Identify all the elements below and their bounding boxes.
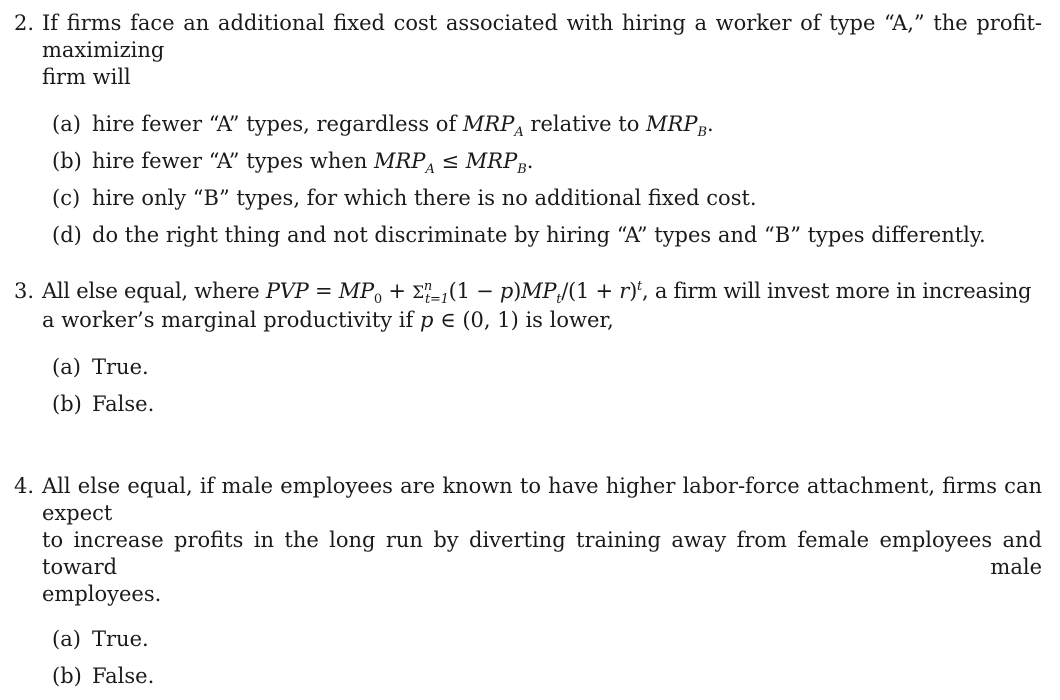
option-text: hire fewer “A” types, regardless of $MRP_A$ relative to $MRP_B$. [92, 112, 714, 141]
option-label: (a) [52, 627, 81, 651]
question-3 [0, 278, 1060, 428]
option-label: (c) [52, 186, 81, 210]
option-label: (d) [52, 223, 82, 247]
question-stem [0, 278, 1060, 334]
option-a[interactable] [0, 354, 1060, 391]
option-text: hire only “B” types, for which there is no additional fixed cost. [92, 186, 757, 210]
question-number: 4. [14, 474, 35, 498]
stem-line: a worker’s marginal productivity if p ∈ (0, 1) is lower, [42, 308, 614, 332]
option-label: (b) [52, 664, 82, 688]
option-a[interactable] [0, 626, 1060, 663]
question-stem [0, 10, 1060, 91]
option-c[interactable] [0, 185, 1060, 222]
option-list [0, 354, 1060, 428]
stem-line: If firms face an additional fixed cost associated with hiring a worker of type “A,” the profit-maximizing [42, 11, 1042, 62]
option-label: (a) [52, 112, 81, 136]
option-list [0, 111, 1060, 259]
option-list [0, 626, 1060, 700]
option-text: do the right thing and not discriminate by hiring “A” types and “B” types differently. [92, 223, 986, 247]
question-2 [0, 10, 1060, 259]
option-text: False. [92, 392, 155, 416]
stem-line: All else equal, where PVP = $MP_0 + \Sigma^n_{t=1}(1 - p)MP_t/(1 + r)^t$, a firm will invest more in increasing [42, 279, 1032, 308]
option-label: (b) [52, 149, 82, 173]
question-number: 3. [14, 279, 35, 303]
option-b[interactable] [0, 391, 1060, 428]
stem-line: firm will [42, 65, 131, 89]
option-label: (a) [52, 355, 81, 379]
question-stem [0, 473, 1060, 608]
option-label: (b) [52, 392, 82, 416]
sigma-symbol: Σ [412, 283, 424, 303]
option-b[interactable] [0, 148, 1060, 185]
option-b[interactable] [0, 663, 1060, 700]
stem-line: employees. [42, 582, 162, 606]
question-4 [0, 473, 1060, 700]
option-text: True. [92, 355, 149, 379]
stem-line: All else equal, if male employees are known to have higher labor-force attachment, firms can expect [42, 474, 1042, 525]
option-text: hire fewer “A” types when $MRP_A \le MRP_B$. [92, 149, 534, 178]
option-text: False. [92, 664, 155, 688]
stem-line: to increase profits in the long run by diverting training away from female employees and toward male [42, 528, 1042, 579]
option-d[interactable] [0, 222, 1060, 259]
option-text: True. [92, 627, 149, 651]
question-number: 2. [14, 11, 35, 35]
formula-pvp: PVP [265, 279, 309, 303]
option-a[interactable] [0, 111, 1060, 148]
